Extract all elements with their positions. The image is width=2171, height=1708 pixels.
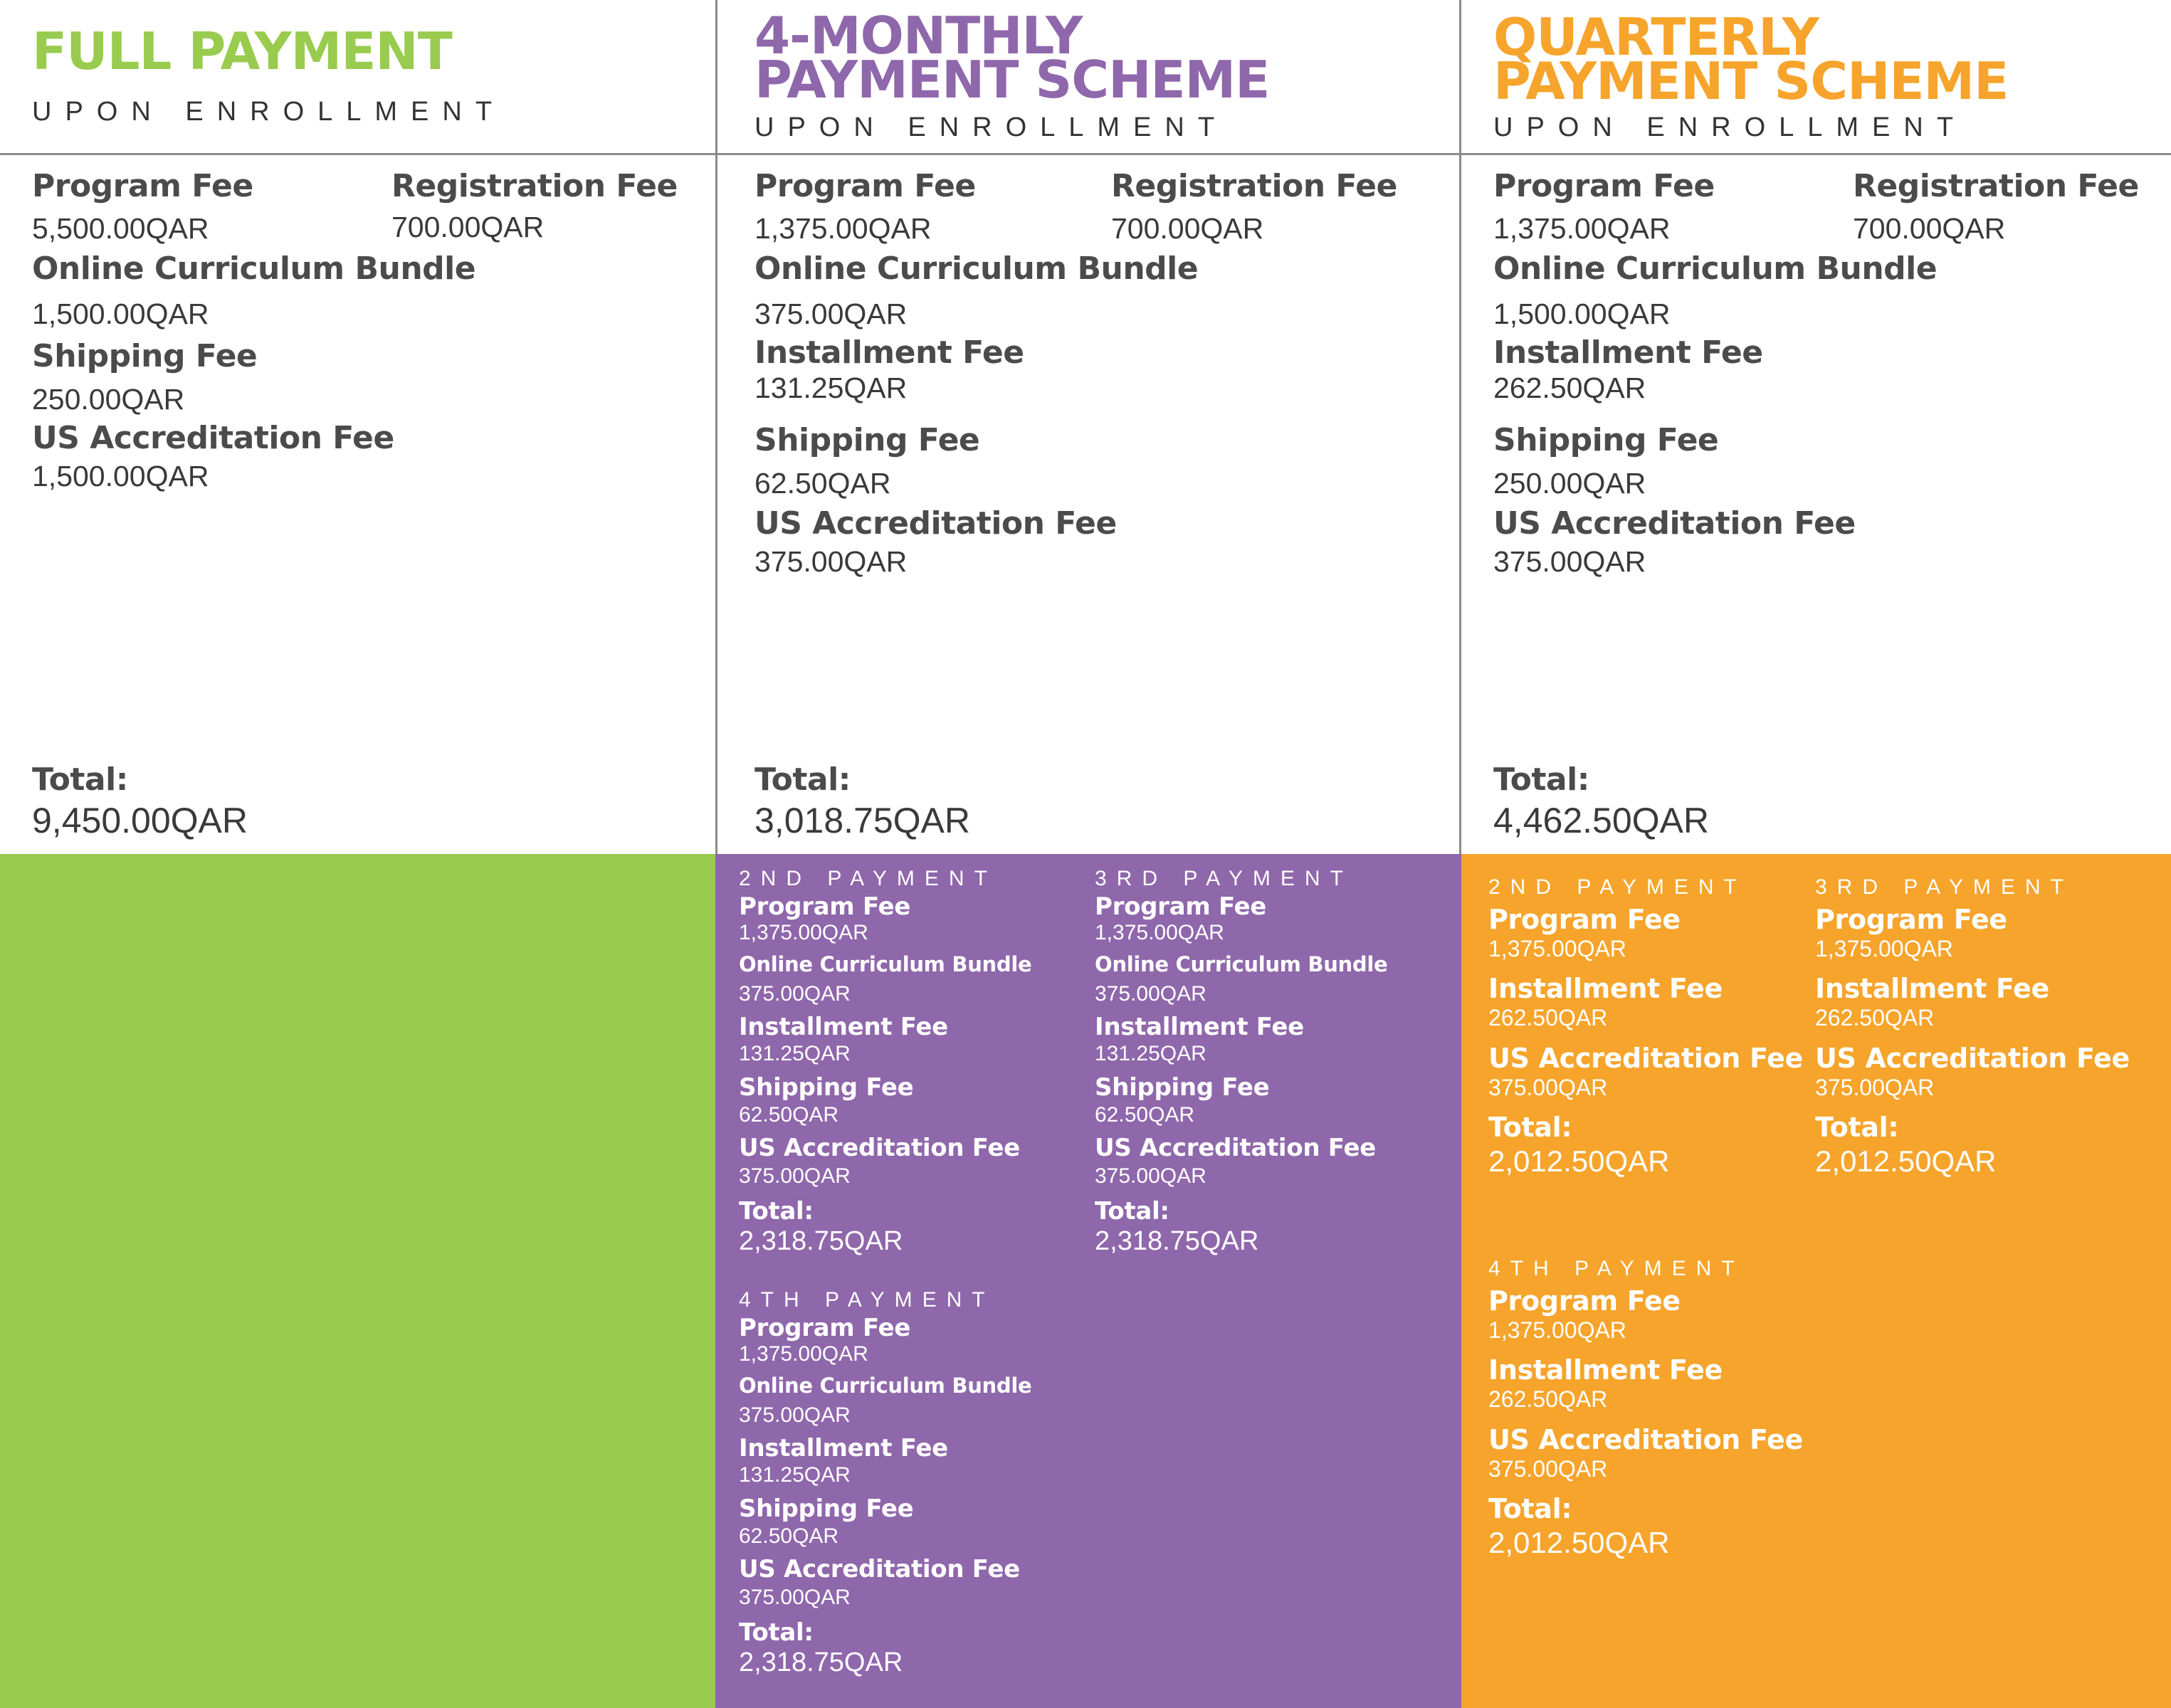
total-value: 4,462.50QAR [1493, 801, 1709, 840]
program-fee-label: Program Fee [32, 168, 253, 204]
program-fee-value: 1,375.00QAR [1488, 936, 1626, 961]
accreditation-fee-label: US Accreditation Fee [1493, 505, 1856, 542]
installment-fee-value: 131.25QAR [755, 371, 908, 404]
installment-fee-label: Installment Fee [1488, 1354, 1723, 1386]
program-fee-value: 1,375.00QAR [1815, 936, 1953, 961]
program-fee-label: Program Fee [1493, 168, 1715, 204]
program-fee-value: 1,375.00QAR [1488, 1317, 1626, 1343]
accreditation-fee-value: 375.00QAR [1095, 1164, 1207, 1188]
monthly-3rd-payment [1095, 867, 1436, 1265]
bundle-label: Online Curriculum Bundle [739, 1374, 1032, 1398]
full-payment-subtitle: UPON ENROLLMENT [32, 97, 506, 127]
registration-fee-value: 700.00QAR [1111, 212, 1264, 245]
program-fee-value: 1,375.00QAR [739, 921, 868, 944]
shipping-fee-value: 62.50QAR [755, 467, 891, 500]
monthly-2nd-payment [739, 867, 1081, 1265]
total-label: Total: [755, 761, 851, 798]
bundle-value: 1,500.00QAR [1493, 297, 1671, 330]
total-value: 2,318.75QAR [739, 1648, 903, 1677]
quarterly-3rd-payment [1815, 875, 2157, 1203]
installment-fee-label: Installment Fee [1488, 973, 1723, 1004]
payment-heading: 4TH PAYMENT [739, 1288, 995, 1312]
program-fee-value: 1,375.00QAR [739, 1342, 868, 1366]
shipping-fee-value: 62.50QAR [1095, 1103, 1195, 1127]
total-label: Total: [1488, 1112, 1572, 1143]
installment-fee-value: 131.25QAR [739, 1042, 851, 1065]
full-payment-column [0, 0, 715, 854]
shipping-fee-value: 62.50QAR [739, 1524, 839, 1548]
total-label: Total: [1493, 761, 1589, 798]
program-fee-label: Program Fee [1095, 892, 1267, 921]
registration-fee-label: Registration Fee [1111, 168, 1397, 204]
shipping-fee-value: 62.50QAR [739, 1103, 839, 1127]
payment-heading: 4TH PAYMENT [1488, 1257, 1745, 1280]
registration-fee-label: Registration Fee [391, 168, 678, 204]
bundle-label: Online Curriculum Bundle [1493, 251, 1938, 287]
accreditation-fee-label: US Accreditation Fee [739, 1555, 1020, 1583]
program-fee-label: Program Fee [755, 168, 976, 204]
shipping-fee-value: 250.00QAR [1493, 467, 1646, 500]
installment-fee-value: 262.50QAR [1488, 1005, 1608, 1030]
installment-fee-label: Installment Fee [739, 1434, 948, 1462]
accreditation-fee-label: US Accreditation Fee [1488, 1043, 1804, 1074]
accreditation-fee-value: 375.00QAR [1493, 545, 1646, 578]
shipping-fee-label: Shipping Fee [755, 422, 980, 458]
accreditation-fee-label: US Accreditation Fee [739, 1134, 1020, 1162]
accreditation-fee-label: US Accreditation Fee [1815, 1043, 2130, 1074]
program-fee-value: 1,375.00QAR [755, 212, 932, 245]
payment-heading: 2ND PAYMENT [739, 867, 997, 890]
registration-fee-value: 700.00QAR [1853, 212, 2006, 245]
accreditation-fee-label: US Accreditation Fee [1488, 1424, 1804, 1455]
registration-fee-value: 700.00QAR [391, 211, 545, 243]
program-fee-value: 1,375.00QAR [1493, 212, 1671, 245]
quarterly-4th-payment [1488, 1257, 1830, 1584]
accreditation-fee-label: US Accreditation Fee [755, 505, 1117, 542]
shipping-fee-label: Shipping Fee [32, 338, 258, 374]
accreditation-fee-label: US Accreditation Fee [1095, 1134, 1376, 1162]
monthly-installments-panel [715, 854, 1461, 1708]
registration-fee-label: Registration Fee [1853, 168, 2139, 204]
accreditation-fee-value: 375.00QAR [1815, 1075, 1935, 1100]
accreditation-fee-value: 1,500.00QAR [32, 460, 209, 492]
accreditation-fee-value: 375.00QAR [739, 1586, 851, 1609]
program-fee-value: 5,500.00QAR [32, 212, 209, 245]
program-fee-label: Program Fee [739, 892, 911, 921]
program-fee-label: Program Fee [1488, 1285, 1681, 1317]
total-label: Total: [1095, 1197, 1169, 1225]
shipping-fee-value: 250.00QAR [32, 383, 185, 416]
accreditation-fee-value: 375.00QAR [1488, 1456, 1608, 1482]
installment-fee-value: 262.50QAR [1488, 1386, 1608, 1412]
total-value: 2,318.75QAR [739, 1226, 903, 1256]
quarterly-installments-panel [1461, 854, 2171, 1708]
quarterly-title-line2: PAYMENT SCHEME [1493, 51, 2009, 111]
monthly-4th-payment [739, 1288, 1081, 1687]
payment-heading: 3RD PAYMENT [1095, 867, 1353, 890]
bundle-value: 375.00QAR [755, 297, 908, 330]
accreditation-fee-value: 375.00QAR [739, 1164, 851, 1188]
installment-fee-value: 131.25QAR [1095, 1042, 1207, 1065]
quarterly-title-line1: QUARTERLY [1493, 7, 1819, 67]
full-payment-color-panel [0, 854, 715, 1708]
program-fee-label: Program Fee [739, 1314, 911, 1342]
quarterly-subtitle: UPON ENROLLMENT [1493, 112, 1967, 142]
shipping-fee-label: Shipping Fee [739, 1494, 914, 1523]
installment-fee-label: Installment Fee [755, 334, 1024, 371]
total-label: Total: [1815, 1112, 1899, 1143]
bundle-label: Online Curriculum Bundle [32, 251, 476, 287]
payment-heading: 2ND PAYMENT [1488, 875, 1747, 899]
installment-fee-value: 262.50QAR [1493, 371, 1646, 404]
installment-fee-value: 131.25QAR [739, 1463, 851, 1487]
accreditation-fee-value: 375.00QAR [1488, 1075, 1608, 1100]
bundle-label: Online Curriculum Bundle [1095, 952, 1388, 976]
program-fee-value: 1,375.00QAR [1095, 921, 1224, 944]
quarterly-2nd-payment [1488, 875, 1809, 1203]
bundle-value: 1,500.00QAR [32, 297, 209, 330]
accreditation-fee-label: US Accreditation Fee [32, 420, 394, 456]
full-payment-title: FULL PAYMENT [32, 21, 452, 81]
shipping-fee-label: Shipping Fee [1493, 422, 1719, 458]
program-fee-label: Program Fee [1488, 904, 1681, 935]
bundle-value: 375.00QAR [739, 1403, 851, 1427]
monthly-title-line1: 4-MONTHLY [755, 6, 1083, 65]
total-value: 2,012.50QAR [1488, 1144, 1670, 1178]
total-value: 2,012.50QAR [1815, 1144, 1997, 1178]
program-fee-label: Program Fee [1815, 904, 2007, 935]
installment-fee-label: Installment Fee [1095, 1013, 1304, 1041]
quarterly-column [1461, 0, 2171, 854]
total-value: 9,450.00QAR [32, 801, 248, 840]
installment-fee-label: Installment Fee [739, 1013, 948, 1041]
shipping-fee-label: Shipping Fee [1095, 1073, 1270, 1102]
total-value: 2,318.75QAR [1095, 1226, 1259, 1256]
total-value: 3,018.75QAR [755, 801, 970, 840]
bundle-label: Online Curriculum Bundle [739, 952, 1032, 976]
shipping-fee-label: Shipping Fee [739, 1073, 914, 1102]
total-value: 2,012.50QAR [1488, 1526, 1670, 1559]
monthly-title-line2: PAYMENT SCHEME [755, 50, 1270, 110]
bundle-value: 375.00QAR [739, 982, 851, 1006]
total-label: Total: [739, 1618, 814, 1647]
total-label: Total: [1488, 1493, 1572, 1524]
monthly-subtitle: UPON ENROLLMENT [755, 112, 1229, 142]
payment-heading: 3RD PAYMENT [1815, 875, 2073, 899]
bundle-value: 375.00QAR [1095, 982, 1207, 1006]
accreditation-fee-value: 375.00QAR [755, 545, 908, 578]
monthly-column [717, 0, 1459, 854]
installment-fee-value: 262.50QAR [1815, 1005, 1935, 1030]
total-label: Total: [32, 761, 128, 798]
total-label: Total: [739, 1197, 814, 1225]
installment-fee-label: Installment Fee [1815, 973, 2049, 1004]
bundle-label: Online Curriculum Bundle [755, 251, 1199, 287]
installment-fee-label: Installment Fee [1493, 334, 1763, 371]
